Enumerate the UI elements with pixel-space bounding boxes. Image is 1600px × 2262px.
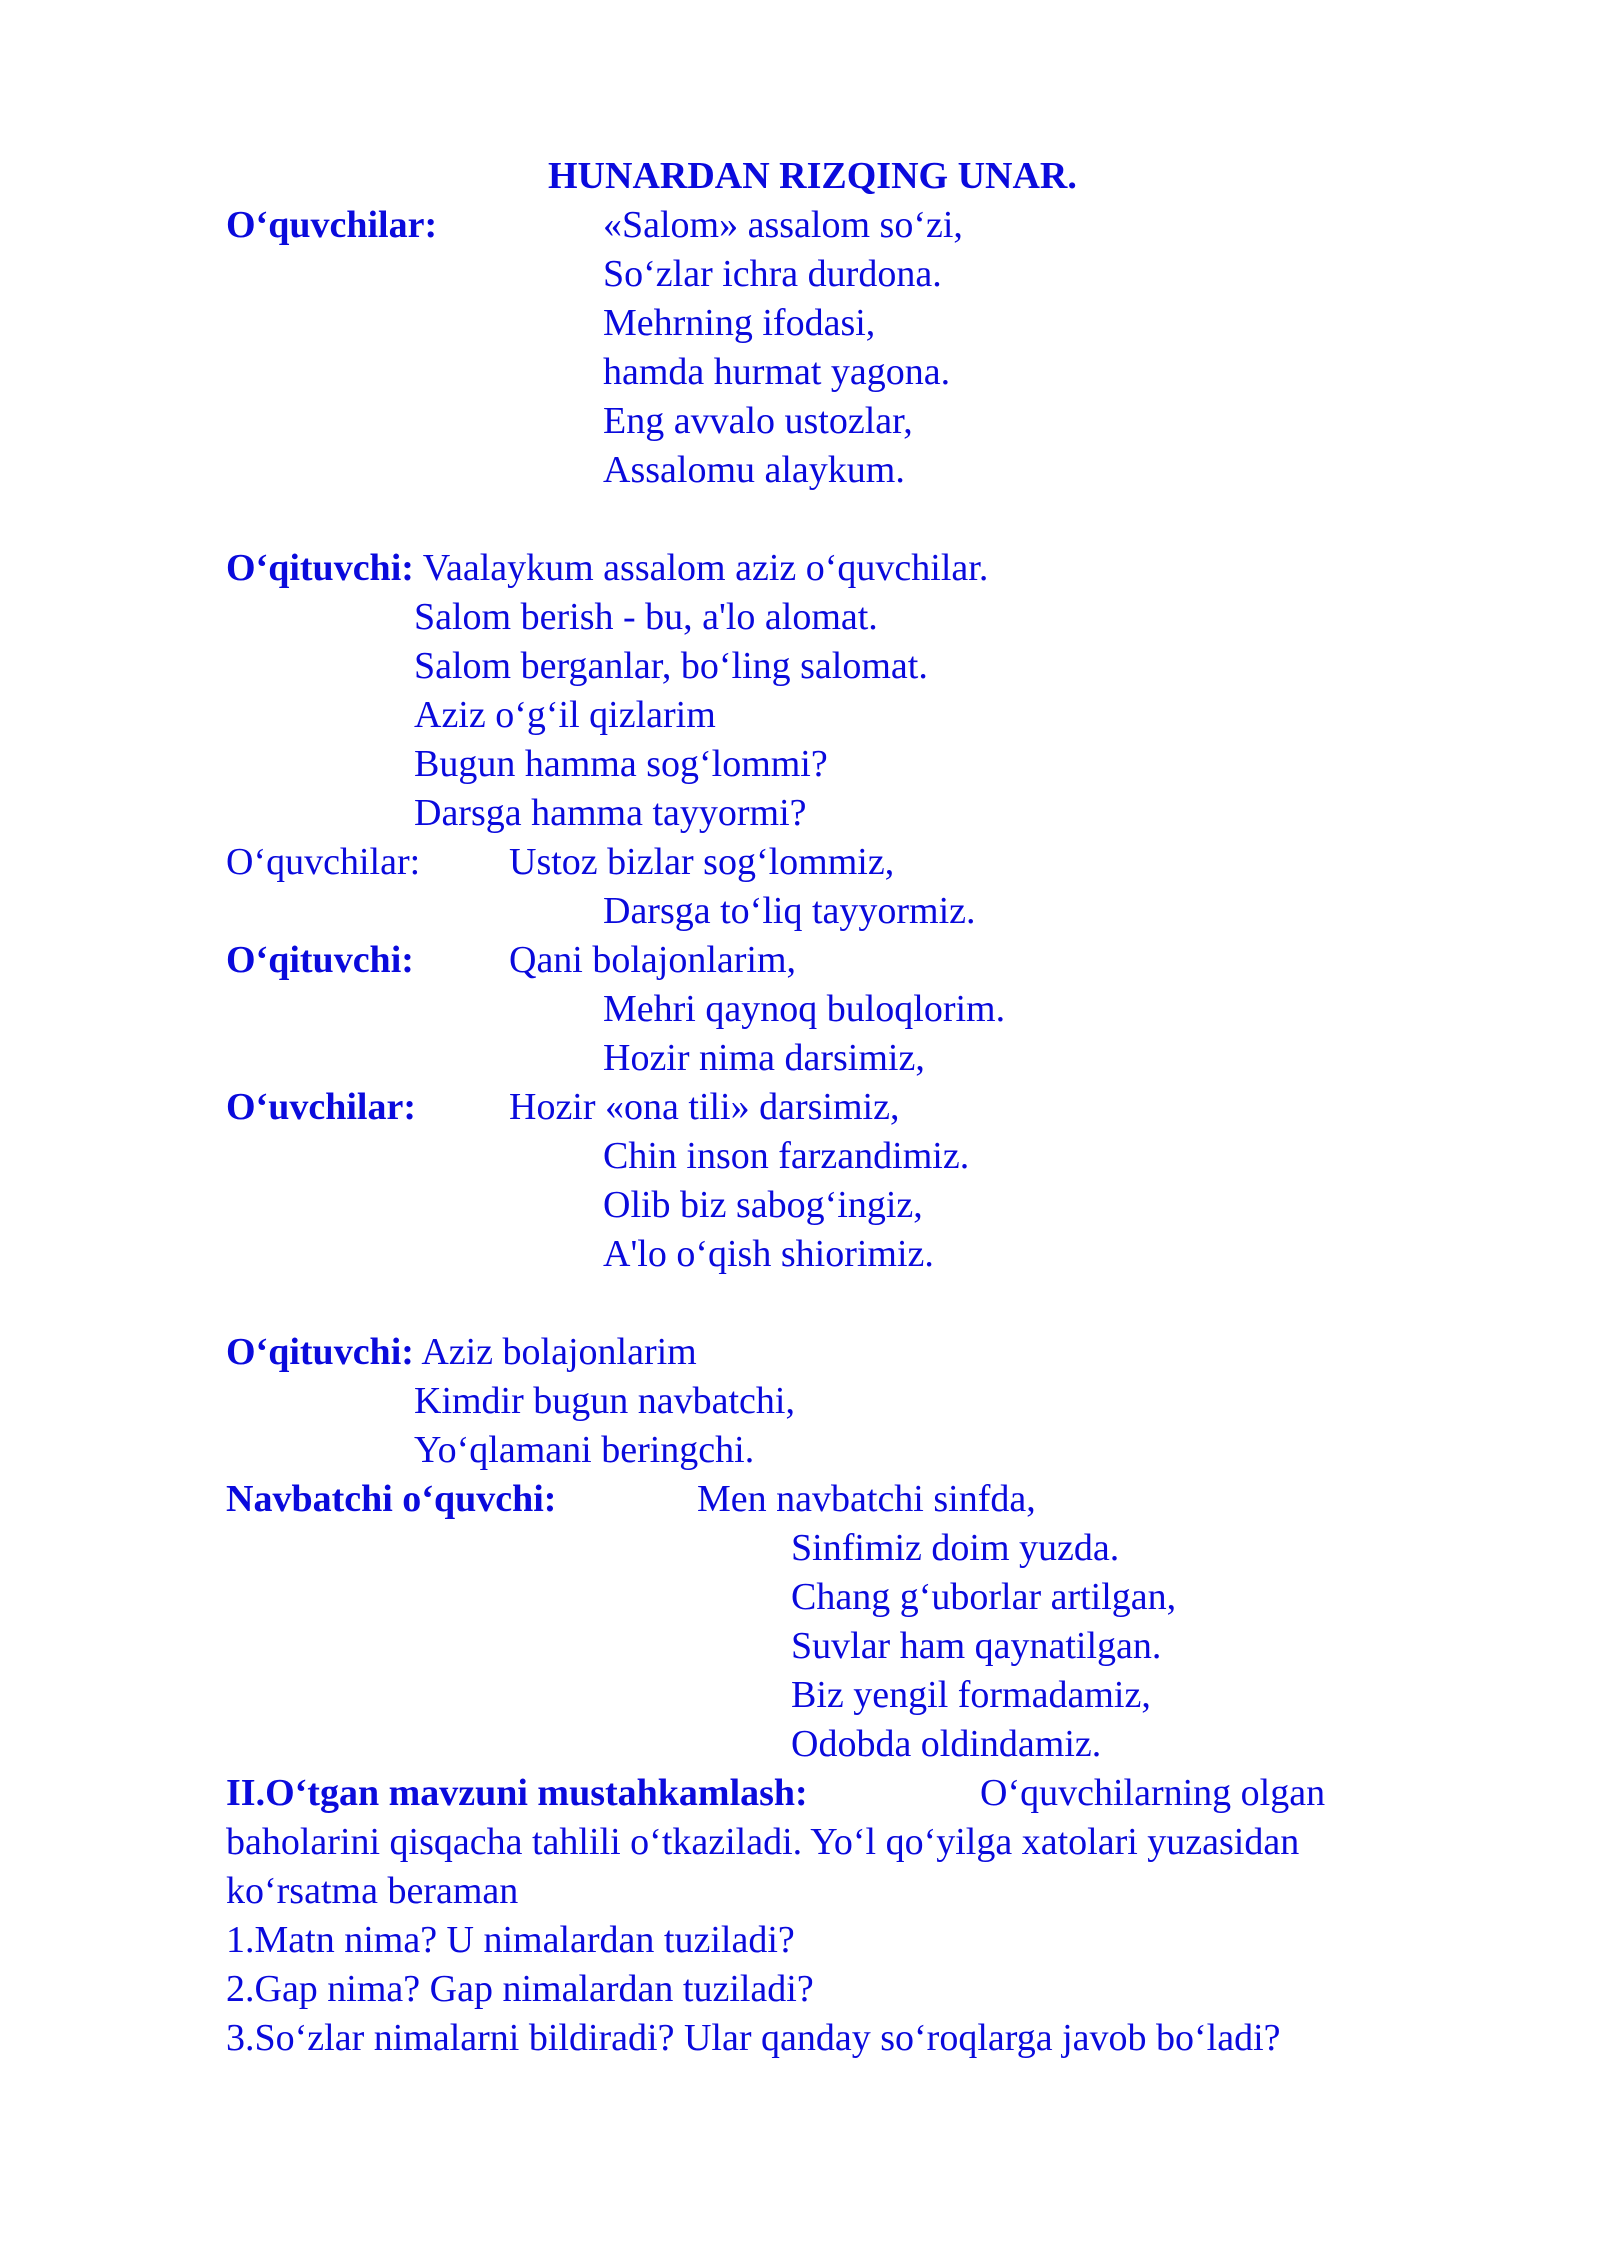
verse-line: Yo‘qlamani beringchi. bbox=[414, 1429, 755, 1471]
verse-line: Aziz o‘g‘il qizlarim bbox=[414, 694, 716, 736]
speaker-label: O‘quvchilar: bbox=[226, 204, 438, 246]
speaker-label: O‘quvchilar: bbox=[226, 841, 421, 883]
verse-line: Chin inson farzandimiz. bbox=[603, 1135, 970, 1177]
verse-line: Ustoz bizlar sog‘lommiz, bbox=[509, 841, 895, 883]
dialogue-line bbox=[226, 544, 988, 593]
verse-line: Olib biz sabog‘ingiz, bbox=[603, 1184, 923, 1226]
verse-line: Chang g‘uborlar artilgan, bbox=[791, 1576, 1177, 1618]
verse-line: Kimdir bugun navbatchi, bbox=[414, 1380, 795, 1422]
speaker-label: Navbatchi o‘quvchi: bbox=[226, 1478, 557, 1520]
question-item: 3.So‘zlar nimalarni bildiradi? Ular qanday so‘roqlarga javob bo‘ladi? bbox=[226, 2017, 1281, 2059]
speaker-label: O‘qituvchi: bbox=[226, 939, 414, 981]
verse-line: Qani bolajonlarim, bbox=[509, 939, 797, 981]
verse-line: Biz yengil formadamiz, bbox=[791, 1674, 1151, 1716]
verse-line: Suvlar ham qaynatilgan. bbox=[791, 1625, 1162, 1667]
dialogue-text: Aziz bolajonlarim bbox=[421, 1331, 697, 1373]
verse-line: Hozir nima darsimiz, bbox=[603, 1037, 925, 1079]
verse-line: Salom berish - bu, a'lo alomat. bbox=[414, 596, 878, 638]
verse-line: Darsga hamma tayyormi? bbox=[414, 792, 807, 834]
dialogue-line bbox=[226, 1328, 697, 1377]
speaker-label: O‘uvchilar: bbox=[226, 1086, 416, 1128]
verse-line: Odobda oldindamiz. bbox=[791, 1723, 1102, 1765]
document-title: HUNARDAN RIZQING UNAR. bbox=[548, 155, 1077, 197]
verse-line: hamda hurmat yagona. bbox=[603, 351, 951, 393]
verse-line: Bugun hamma sog‘lommi? bbox=[414, 743, 828, 785]
verse-line: Salom berganlar, bo‘ling salomat. bbox=[414, 645, 928, 687]
verse-line: Men navbatchi sinfda, bbox=[697, 1478, 1036, 1520]
verse-line: Mehri qaynoq buloqlorim. bbox=[603, 988, 1006, 1030]
question-item: 1.Matn nima? U nimalardan tuziladi? bbox=[226, 1919, 795, 1961]
verse-line: «Salom» assalom so‘zi, bbox=[603, 204, 963, 246]
verse-line: Darsga to‘liq tayyormiz. bbox=[603, 890, 976, 932]
speaker-label: O‘qituvchi: bbox=[226, 547, 414, 589]
speaker-label: O‘qituvchi: bbox=[226, 1331, 414, 1373]
question-item: 2.Gap nima? Gap nimalardan tuziladi? bbox=[226, 1968, 814, 2010]
section-heading: II.O‘tgan mavzuni mustahkamlash: bbox=[226, 1772, 808, 1814]
verse-line: Sinfimiz doim yuzda. bbox=[791, 1527, 1120, 1569]
dialogue-text: Vaalaykum assalom aziz o‘quvchilar. bbox=[422, 547, 989, 589]
verse-line: A'lo o‘qish shiorimiz. bbox=[603, 1233, 934, 1275]
verse-line: So‘zlar ichra durdona. bbox=[603, 253, 942, 295]
verse-line: Assalomu alaykum. bbox=[603, 449, 905, 491]
verse-line: Mehrning ifodasi, bbox=[603, 302, 876, 344]
paragraph-text: baholarini qisqacha tahlili o‘tkaziladi. Yo‘l qo‘yilga xatolari yuzasidan bbox=[226, 1821, 1300, 1863]
verse-line: Hozir «ona tili» darsimiz, bbox=[509, 1086, 900, 1128]
paragraph-text: O‘quvchilarning olgan bbox=[980, 1772, 1326, 1814]
paragraph-text: ko‘rsatma beraman bbox=[226, 1870, 519, 1912]
verse-line: Eng avvalo ustozlar, bbox=[603, 400, 913, 442]
